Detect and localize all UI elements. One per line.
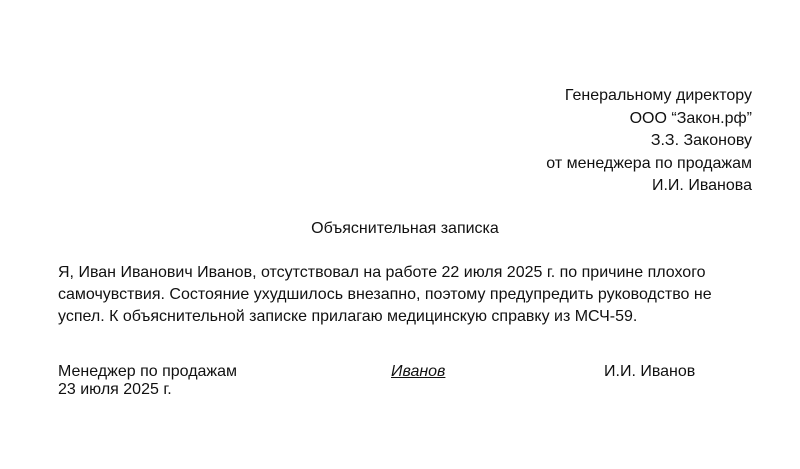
- body-line: успел. К объяснительной записке прилагаю медицинскую справку из МСЧ-59.: [58, 308, 638, 325]
- addressee-line: ООО “Закон.рф”: [629, 109, 752, 127]
- document-title: Объяснительная записка: [311, 220, 499, 237]
- addressee-line: З.З. Законову: [650, 132, 752, 150]
- addressee-block: [546, 85, 752, 198]
- document-body: [58, 262, 763, 328]
- body-line: Я, Иван Иванович Иванов, отсутствовал на работе 22 июля 2025 г. по причине плохого: [58, 264, 706, 281]
- addressee-line: И.И. Иванова: [651, 177, 752, 195]
- addressee-line: Генеральному директору: [564, 87, 752, 104]
- signature: Иванов: [391, 363, 446, 380]
- body-line: самочувствия. Состояние ухудшилось внезапно, поэтому предупредить руководство не: [58, 286, 712, 303]
- document-date: 23 июля 2025 г.: [58, 381, 172, 398]
- signer-name: И.И. Иванов: [604, 363, 696, 380]
- signer-position: Менеджер по продажам: [58, 363, 238, 380]
- addressee-line: от менеджера по продажам: [546, 154, 752, 172]
